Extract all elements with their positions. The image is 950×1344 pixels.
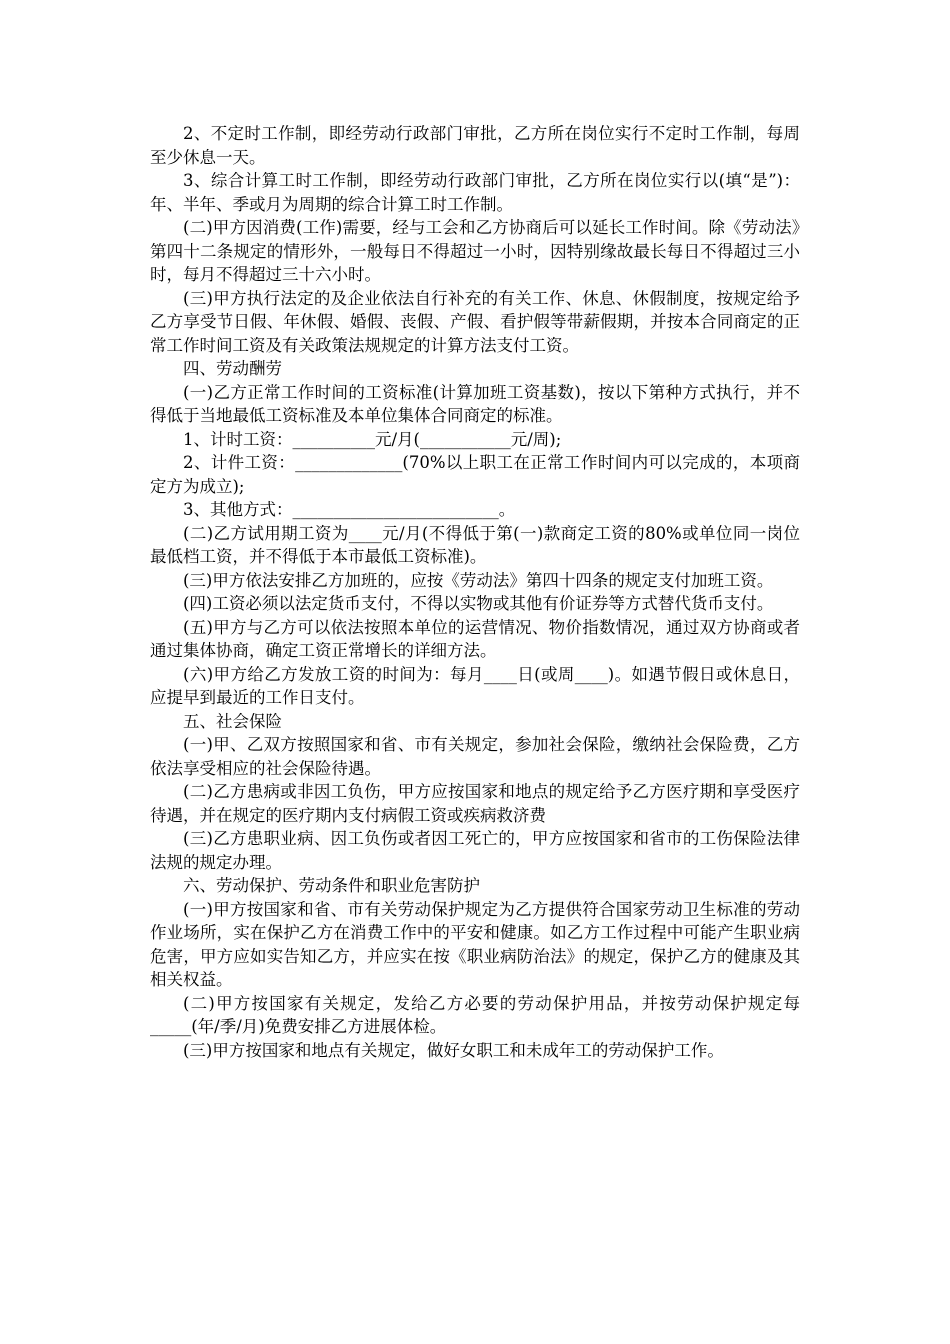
paragraph: (二)乙方患病或非因工负伤，甲方应按国家和地点的规定给予乙方医疗期和享受医疗待遇，并在规定的医疗期内支付病假工资或疾病救济费 <box>150 782 800 825</box>
paragraph: (三)甲方执行法定的及企业依法自行补充的有关工作、休息、休假制度，按规定给予乙方享受节日假、年休假、婚假、丧假、产假、看护假等带薪假期，并按本合同商定的正常工作时间工资及有关政策法规规定的计算方法支付工资。 <box>150 288 800 355</box>
paragraph: (二)甲方因消费(工作)需要，经与工会和乙方协商后可以延长工作时间。除《劳动法》第四十二条规定的情形外，一般每日不得超过一小时，因特别缘故最长每日不得超过三小时，每月不得超过三十六小时。 <box>150 218 800 284</box>
paragraph: (六)甲方给乙方发放工资的时间为：每月____日(或周____)。如遇节假日或休息日，应提早到最近的工作日支付。 <box>150 664 800 707</box>
document-body <box>150 122 800 1062</box>
paragraph: (三)甲方按国家和地点有关规定，做好女职工和未成年工的劳动保护工作。 <box>183 1040 724 1060</box>
paragraph: 2、计件工资：_____________(70%以上职工在正常工作时间内可以完成的，本项商定方为成立); <box>150 453 800 496</box>
paragraph: (二)乙方试用期工资为____元/月(不得低于第(一)款商定工资的80%或单位同一岗位最低档工资，并不得低于本市最低工资标准)。 <box>150 523 800 566</box>
section-heading: 五、社会保险 <box>183 711 282 731</box>
section-heading: 四、劳动酬劳 <box>183 359 282 378</box>
paragraph: 3、其他方式：_________________________。 <box>183 500 516 519</box>
paragraph: 2、不定时工作制，即经劳动行政部门审批，乙方所在岗位实行不定时工作制，每周至少休息一天。 <box>150 124 800 167</box>
paragraph: (一)甲方按国家和省、市有关劳动保护规定为乙方提供符合国家劳动卫生标准的劳动作业场所，实在保护乙方在消费工作中的平安和健康。如乙方工作过程中可能产生职业病危害，甲方应如实告知乙方，并应实在按《职业病防治法》的规定，保护乙方的健康及其相关权益。 <box>150 899 800 989</box>
paragraph: (五)甲方与乙方可以依法按照本单位的运营情况、物价指数情况，通过双方协商或者通过集体协商，确定工资正常增长的详细方法。 <box>150 617 800 660</box>
paragraph: (三)乙方患职业病、因工负伤或者因工死亡的，甲方应按国家和省市的工伤保险法律法规的规定办理。 <box>150 829 800 872</box>
paragraph: (四)工资必须以法定货币支付，不得以实物或其他有价证券等方式替代货币支付。 <box>183 594 774 613</box>
paragraph: 3、综合计算工时工作制，即经劳动行政部门审批，乙方所在岗位实行以(填“是”)：年、半年、季或月为周期的综合计算工时工作制。 <box>150 171 800 214</box>
paragraph: (一)甲、乙双方按照国家和省、市有关规定，参加社会保险，缴纳社会保险费，乙方依法享受相应的社会保险待遇。 <box>150 735 800 778</box>
paragraph: (二)甲方按国家有关规定，发给乙方必要的劳动保护用品，并按劳动保护规定每_____(年/季/月)免费安排乙方进展体检。 <box>150 993 800 1036</box>
paragraph: (三)甲方依法安排乙方加班的，应按《劳动法》第四十四条的规定支付加班工资。 <box>183 570 774 590</box>
paragraph: 1、计时工资：__________元/月(___________元/周); <box>183 429 562 449</box>
paragraph: (一)乙方正常工作时间的工资标准(计算加班工资基数)，按以下第种方式执行，并不得低于当地最低工资标准及本单位集体合同商定的标准。 <box>150 382 800 425</box>
section-heading: 六、劳动保护、劳动条件和职业危害防护 <box>183 876 480 895</box>
